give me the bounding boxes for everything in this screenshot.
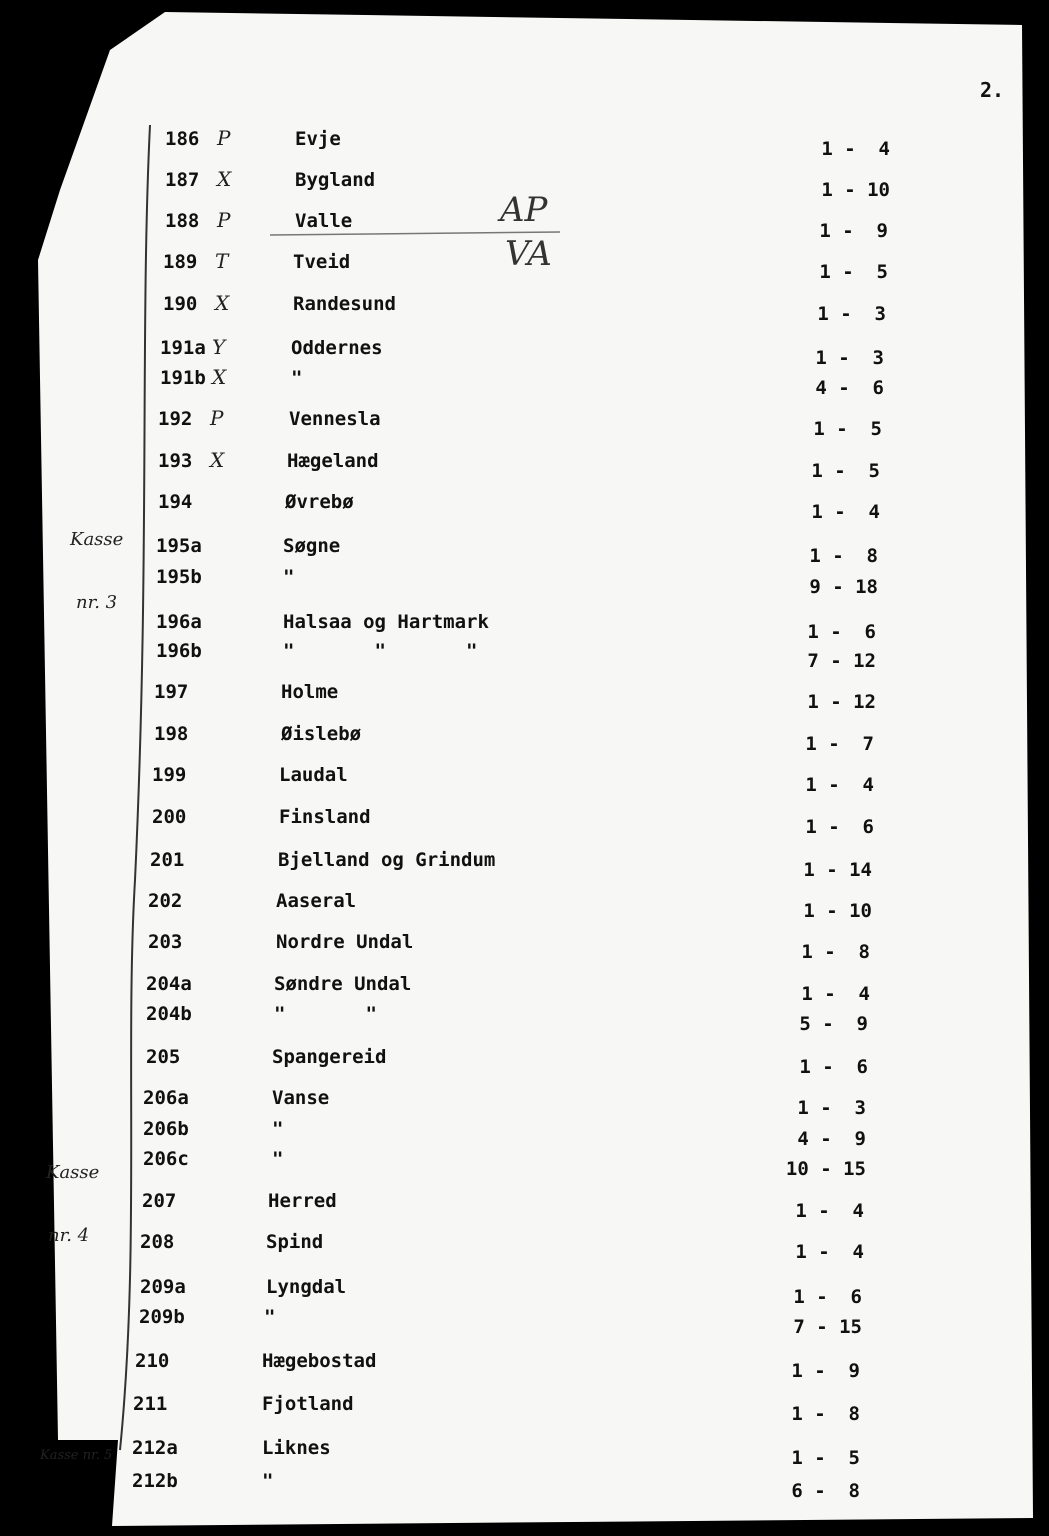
number-range: 9 - 18 — [809, 576, 878, 598]
entry-number: 196a — [156, 611, 202, 633]
number-range: 1 - 9 — [819, 220, 888, 242]
check-mark: P — [217, 126, 231, 150]
entry-number: 201 — [150, 849, 185, 871]
entry-number: 191b — [160, 367, 206, 389]
number-range: 1 - 3 — [815, 347, 884, 369]
entry-number: 210 — [135, 1350, 170, 1372]
number-range: 1 - 8 — [809, 545, 878, 567]
entry-number: 206c — [143, 1148, 189, 1170]
place-name: Hægebostad — [262, 1350, 377, 1372]
entry-number: 190 — [163, 293, 198, 315]
number-range: 1 - 6 — [793, 1286, 862, 1308]
number-range: 1 - 5 — [811, 460, 880, 482]
check-mark: P — [217, 208, 231, 232]
entry-number: 199 — [152, 764, 187, 786]
number-range: 1 - 4 — [795, 1241, 864, 1263]
place-name: Øvrebø — [285, 491, 354, 513]
place-name: Spind — [266, 1231, 324, 1253]
number-range: 1 - 4 — [801, 983, 870, 1005]
entry-number: 205 — [146, 1046, 181, 1068]
place-name: Øislebø — [281, 723, 362, 745]
handwritten-box-5: Kasse nr. 5 — [40, 1448, 113, 1463]
number-range: 1 - 8 — [791, 1403, 860, 1425]
check-mark: T — [215, 249, 229, 273]
entry-number: 204b — [146, 1003, 192, 1025]
place-name: Fjotland — [262, 1393, 354, 1415]
entry-number: 207 — [142, 1190, 177, 1212]
number-range: 1 - 10 — [821, 179, 890, 201]
place-name: Herred — [268, 1190, 337, 1212]
place-name: Holme — [281, 681, 339, 703]
entry-number: 189 — [163, 251, 198, 273]
place-name: " — [291, 367, 303, 389]
place-name: Halsaa og Hartmark — [283, 611, 489, 633]
place-name: Søgne — [283, 535, 341, 557]
number-range: 1 - 7 — [805, 733, 874, 755]
entry-number: 200 — [152, 806, 187, 828]
number-range: 1 - 5 — [813, 418, 882, 440]
entry-number: 196b — [156, 640, 202, 662]
number-range: 1 - 5 — [819, 261, 888, 283]
handwritten-va: VA — [505, 234, 552, 274]
check-mark: P — [210, 406, 224, 430]
entry-number: 194 — [158, 491, 193, 513]
place-name: Liknes — [262, 1437, 331, 1459]
box3-label: Kasse — [70, 529, 124, 550]
check-mark: X — [215, 291, 230, 315]
entry-number: 187 — [165, 169, 200, 191]
place-name: Lyngdal — [266, 1276, 347, 1298]
entry-number: 212b — [132, 1470, 178, 1492]
place-name: Tveid — [293, 251, 351, 273]
place-name: Bjelland og Grindum — [278, 849, 496, 871]
place-name: Vanse — [272, 1087, 330, 1109]
number-range: 4 - 6 — [815, 377, 884, 399]
place-name: " — [272, 1148, 284, 1170]
check-mark: Y — [212, 335, 226, 359]
place-name: Nordre Undal — [276, 931, 414, 953]
entry-number: 195a — [156, 535, 202, 557]
place-name: Finsland — [279, 806, 371, 828]
place-name: Søndre Undal — [274, 973, 412, 995]
entry-number: 186 — [165, 128, 200, 150]
entry-number: 197 — [154, 681, 189, 703]
entry-number: 212a — [132, 1437, 178, 1459]
number-range: 1 - 12 — [807, 691, 876, 713]
entry-number: 198 — [154, 723, 189, 745]
number-range: 1 - 3 — [817, 303, 886, 325]
place-name: Bygland — [295, 169, 376, 191]
number-range: 1 - 4 — [821, 138, 890, 160]
place-name: Randesund — [293, 293, 396, 315]
entry-number: 203 — [148, 931, 183, 953]
number-range: 1 - 4 — [811, 501, 880, 523]
handwritten-box-4 — [46, 1120, 99, 1288]
number-range: 1 - 6 — [799, 1056, 868, 1078]
entry-number: 206a — [143, 1087, 189, 1109]
number-range: 1 - 4 — [805, 774, 874, 796]
entry-number: 193 — [158, 450, 193, 472]
place-name: Laudal — [279, 764, 348, 786]
number-range: 5 - 9 — [799, 1013, 868, 1035]
place-name: Spangereid — [272, 1046, 387, 1068]
number-range: 1 - 8 — [801, 941, 870, 963]
entry-number: 209a — [140, 1276, 186, 1298]
handwritten-ap: AP — [500, 190, 548, 230]
entry-number: 211 — [133, 1393, 168, 1415]
check-mark: X — [217, 167, 232, 191]
entry-number: 208 — [140, 1231, 175, 1253]
place-name: Valle — [295, 210, 353, 232]
entry-number: 209b — [139, 1306, 185, 1328]
check-mark: X — [210, 448, 225, 472]
place-name: " — [283, 566, 295, 588]
check-mark: X — [212, 365, 227, 389]
number-range: 10 - 15 — [785, 1158, 866, 1180]
place-name: Vennesla — [289, 408, 381, 430]
place-name: " — [264, 1306, 276, 1328]
number-range: 4 - 9 — [797, 1128, 866, 1150]
place-name: " — [272, 1118, 284, 1140]
number-range: 1 - 14 — [803, 859, 872, 881]
entry-number: 206b — [143, 1118, 189, 1140]
entry-number: 202 — [148, 890, 183, 912]
number-range: 1 - 6 — [805, 816, 874, 838]
box4-number: nr. 4 — [48, 1225, 90, 1246]
number-range: 7 - 12 — [807, 650, 876, 672]
box4-label: Kasse — [46, 1162, 100, 1183]
number-range: 1 - 5 — [791, 1447, 860, 1469]
handwritten-box-3 — [70, 487, 123, 655]
place-name: Aaseral — [276, 890, 357, 912]
place-name: " " — [274, 1003, 377, 1025]
number-range: 6 - 8 — [791, 1480, 860, 1502]
place-name: Hægeland — [287, 450, 379, 472]
number-range: 1 - 10 — [803, 900, 872, 922]
page-number: 2. — [980, 78, 1005, 102]
entry-number: 204a — [146, 973, 192, 995]
number-range: 1 - 4 — [795, 1200, 864, 1222]
number-range: 1 - 6 — [807, 621, 876, 643]
entry-number: 195b — [156, 566, 202, 588]
entry-number: 188 — [165, 210, 200, 232]
number-range: 1 - 9 — [791, 1360, 860, 1382]
place-name: Evje — [295, 128, 341, 150]
box3-number: nr. 3 — [76, 592, 118, 613]
place-name: " — [262, 1470, 274, 1492]
place-name: " " " — [283, 640, 478, 662]
number-range: 1 - 3 — [797, 1097, 866, 1119]
entry-number: 191a — [160, 337, 206, 359]
place-name: Oddernes — [291, 337, 383, 359]
entry-number: 192 — [158, 408, 193, 430]
number-range: 7 - 15 — [793, 1316, 862, 1338]
